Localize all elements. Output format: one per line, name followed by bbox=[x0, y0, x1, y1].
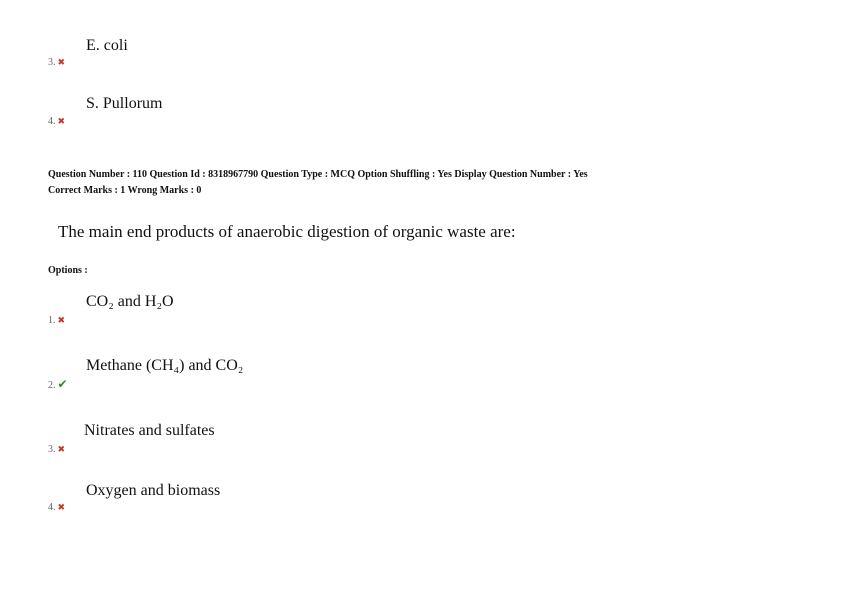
option-number bbox=[48, 116, 65, 127]
options-label: Options : bbox=[48, 265, 88, 276]
option-text: E. coli bbox=[86, 37, 128, 54]
option-text: Nitrates and sulfates bbox=[84, 422, 215, 439]
option-number bbox=[48, 377, 68, 392]
option-number-label: 3. bbox=[48, 444, 56, 455]
option-number-label: 1. bbox=[48, 315, 56, 326]
option-text: S. Pullorum bbox=[86, 95, 163, 112]
cross-icon: ✖ bbox=[57, 444, 66, 454]
option-number bbox=[48, 502, 65, 513]
option-text: Methane (CH₄) and CO₂ bbox=[86, 357, 244, 374]
cross-icon: ✖ bbox=[57, 116, 66, 126]
option-number bbox=[48, 315, 65, 326]
question-text: The main end products of anaerobic digestion of organic waste are: bbox=[58, 222, 516, 241]
question-marks: Correct Marks : 1 Wrong Marks : 0 bbox=[48, 185, 202, 196]
option-number bbox=[48, 444, 65, 455]
option-text: CO₂ and H₂O bbox=[86, 293, 174, 310]
option-number-label: 2. bbox=[48, 380, 56, 391]
option-number-label: 4. bbox=[48, 116, 56, 127]
option-number-label: 3. bbox=[48, 57, 56, 68]
check-icon: ✔ bbox=[57, 377, 68, 391]
question-meta: Question Number : 110 Question Id : 8318967790 Question Type : MCQ Option Shuffling : Yes Display Question Number : Yes bbox=[48, 169, 588, 180]
cross-icon: ✖ bbox=[57, 315, 66, 325]
option-number-label: 4. bbox=[48, 502, 56, 513]
cross-icon: ✖ bbox=[57, 502, 66, 512]
cross-icon: ✖ bbox=[57, 57, 66, 67]
option-text: Oxygen and biomass bbox=[86, 482, 221, 499]
option-number bbox=[48, 57, 65, 68]
